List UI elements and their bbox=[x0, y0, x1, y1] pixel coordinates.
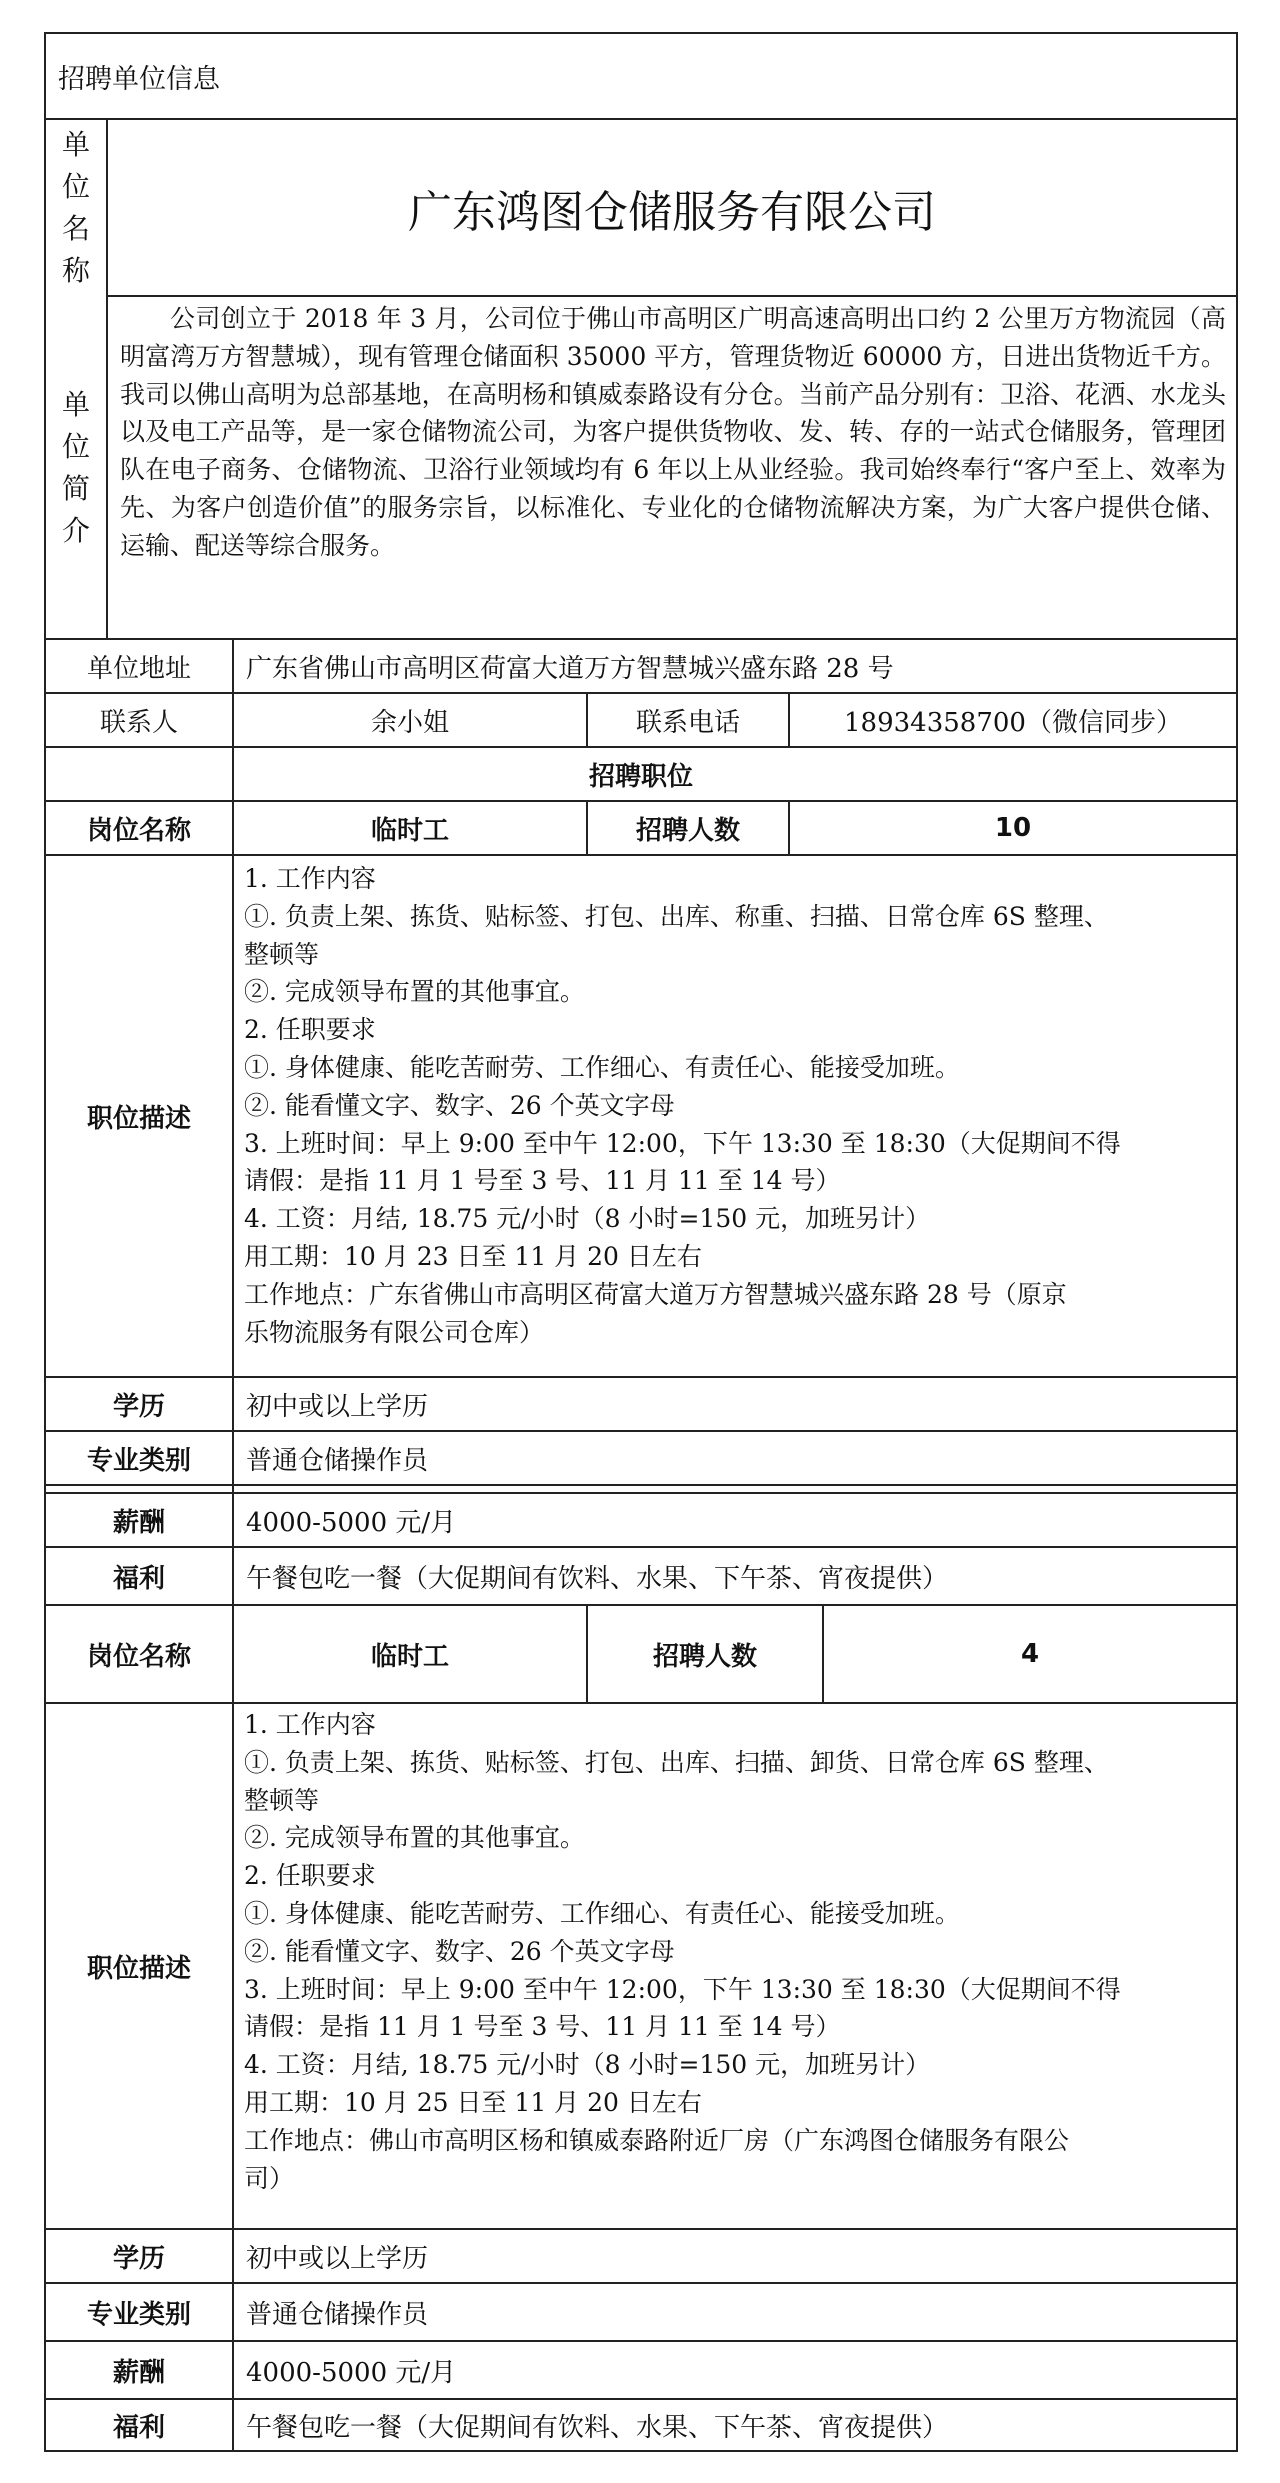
position-1-welfare-label: 福利 bbox=[112, 1563, 165, 1594]
position-2-edu-label: 学历 bbox=[112, 2243, 165, 2274]
position-2-type-label: 专业类别 bbox=[86, 2299, 191, 2330]
position-2-welfare: 午餐包吃一餐（大促期间有饮料、水果、下午茶、宵夜提供） bbox=[246, 2412, 949, 2443]
position-1-type: 普通仓储操作员 bbox=[246, 1445, 429, 1476]
position-2-welfare-label: 福利 bbox=[112, 2412, 165, 2443]
contact-value: 余小姐 bbox=[370, 707, 449, 738]
position-1-count-label: 招聘人数 bbox=[635, 815, 740, 846]
position-2-salary: 4000-5000 元/月 bbox=[246, 2357, 457, 2388]
position-2-salary-label: 薪酬 bbox=[112, 2357, 165, 2388]
position-2-name-label: 岗位名称 bbox=[86, 1641, 191, 1672]
positions-header: 招聘职位 bbox=[588, 761, 693, 792]
position-2-edu: 初中或以上学历 bbox=[246, 2243, 429, 2274]
address-label: 单位地址 bbox=[86, 653, 191, 684]
company-intro: 公司创立于 2018 年 3 月，公司位于佛山市高明区广明高速高明出口约 2 公里万方物流园（高明富湾万方智慧城），现有管理仓储面积 35000 平方，管理货物近 60000 方，日进出货物近千方。我司以佛山高明为总部基地，在高明杨和镇威泰路设有分仓。当前产品分别有：卫浴、花洒、水龙头以及电工产品等，是一家仓储物流公司，为客户提供货物收、发、转、存的一站式仓储服务，管理团队在电子商务、仓储物流、卫浴行业领域均有 6 年以上从业经验。我司始终奉行“客户至上、效率为先、为客户创造价值”的服务宗旨，以标准化、专业化的仓储物流解决方案，为广大客户提供仓储、运输、配送等综合服务。 bbox=[120, 304, 1226, 560]
position-1-welfare: 午餐包吃一餐（大促期间有饮料、水果、下午茶、宵夜提供） bbox=[246, 1563, 949, 1594]
position-1-salary: 4000-5000 元/月 bbox=[246, 1507, 457, 1538]
position-1-type-label: 专业类别 bbox=[86, 1445, 191, 1476]
contact-label: 联系人 bbox=[99, 707, 178, 738]
position-1-desc-label: 职位描述 bbox=[86, 1103, 191, 1134]
company-name: 广东鸿图仓储服务有限公司 bbox=[408, 186, 936, 238]
position-1-edu: 初中或以上学历 bbox=[246, 1391, 429, 1422]
position-2-count: 4 bbox=[1020, 1639, 1040, 1669]
position-2-type: 普通仓储操作员 bbox=[246, 2299, 429, 2330]
position-1-name: 临时工 bbox=[370, 815, 449, 846]
position-2-desc-label: 职位描述 bbox=[86, 1953, 191, 1984]
company-name-label: 单 位 名 称 bbox=[61, 127, 90, 287]
position-2-desc: 1. 工作内容 ①. 负责上架、拣货、贴标签、打包、出库、扫描、卸货、日常仓库 6S 整理、 整顿等 ②. 完成领导布置的其他事宜。 2. 任职要求 ①. 身体健康、能吃苦耐劳、工作细心、有责任心、能接受加班。 ②. 能看懂文字、数字、26 个英文字母 3. 上班时间：早上 9:00 至中午 12:00，下午 13:30 至 18:30（大促期间不得 请假：是指 11 月 1 号至 3 号、11 月 11 至 14 号） 4. 工资：月结, 18.75 元/小时（8 小时=150 元，加班另计） 用工期：10 月 25 日至 11 月 20 日左右 工作地点：佛山市高明区杨和镇威泰路附近厂房（广东鸿图仓储服务有限公 司） bbox=[244, 1710, 1121, 2193]
position-1-count: 10 bbox=[994, 813, 1032, 843]
section-title: 招聘单位信息 bbox=[58, 63, 220, 95]
address-value: 广东省佛山市高明区荷富大道万方智慧城兴盛东路 28 号 bbox=[246, 653, 894, 684]
position-2-count-label: 招聘人数 bbox=[652, 1641, 757, 1672]
position-2-name: 临时工 bbox=[370, 1641, 449, 1672]
position-1-desc: 1. 工作内容 ①. 负责上架、拣货、贴标签、打包、出库、称重、扫描、日常仓库 6S 整理、 整顿等 ②. 完成领导布置的其他事宜。 2. 任职要求 ①. 身体健康、能吃苦耐劳、工作细心、有责任心、能接受加班。 ②. 能看懂文字、数字、26 个英文字母 3. 上班时间：早上 9:00 至中午 12:00，下午 13:30 至 18:30（大促期间不得 请假：是指 11 月 1 号至 3 号、11 月 11 至 14 号） 4. 工资：月结, 18.75 元/小时（8 小时=150 元，加班另计） 用工期：10 月 23 日至 11 月 20 日左右 工作地点：广东省佛山市高明区荷富大道万方智慧城兴盛东路 28 号（原京 乐物流服务有限公司仓库） bbox=[244, 864, 1121, 1347]
phone-label: 联系电话 bbox=[635, 707, 740, 738]
company-intro-label: 单 位 简 介 bbox=[61, 387, 90, 547]
phone-value: 18934358700（微信同步） bbox=[844, 707, 1182, 738]
position-1-salary-label: 薪酬 bbox=[112, 1507, 165, 1538]
position-1-edu-label: 学历 bbox=[112, 1391, 165, 1422]
position-1-name-label: 岗位名称 bbox=[86, 815, 191, 846]
